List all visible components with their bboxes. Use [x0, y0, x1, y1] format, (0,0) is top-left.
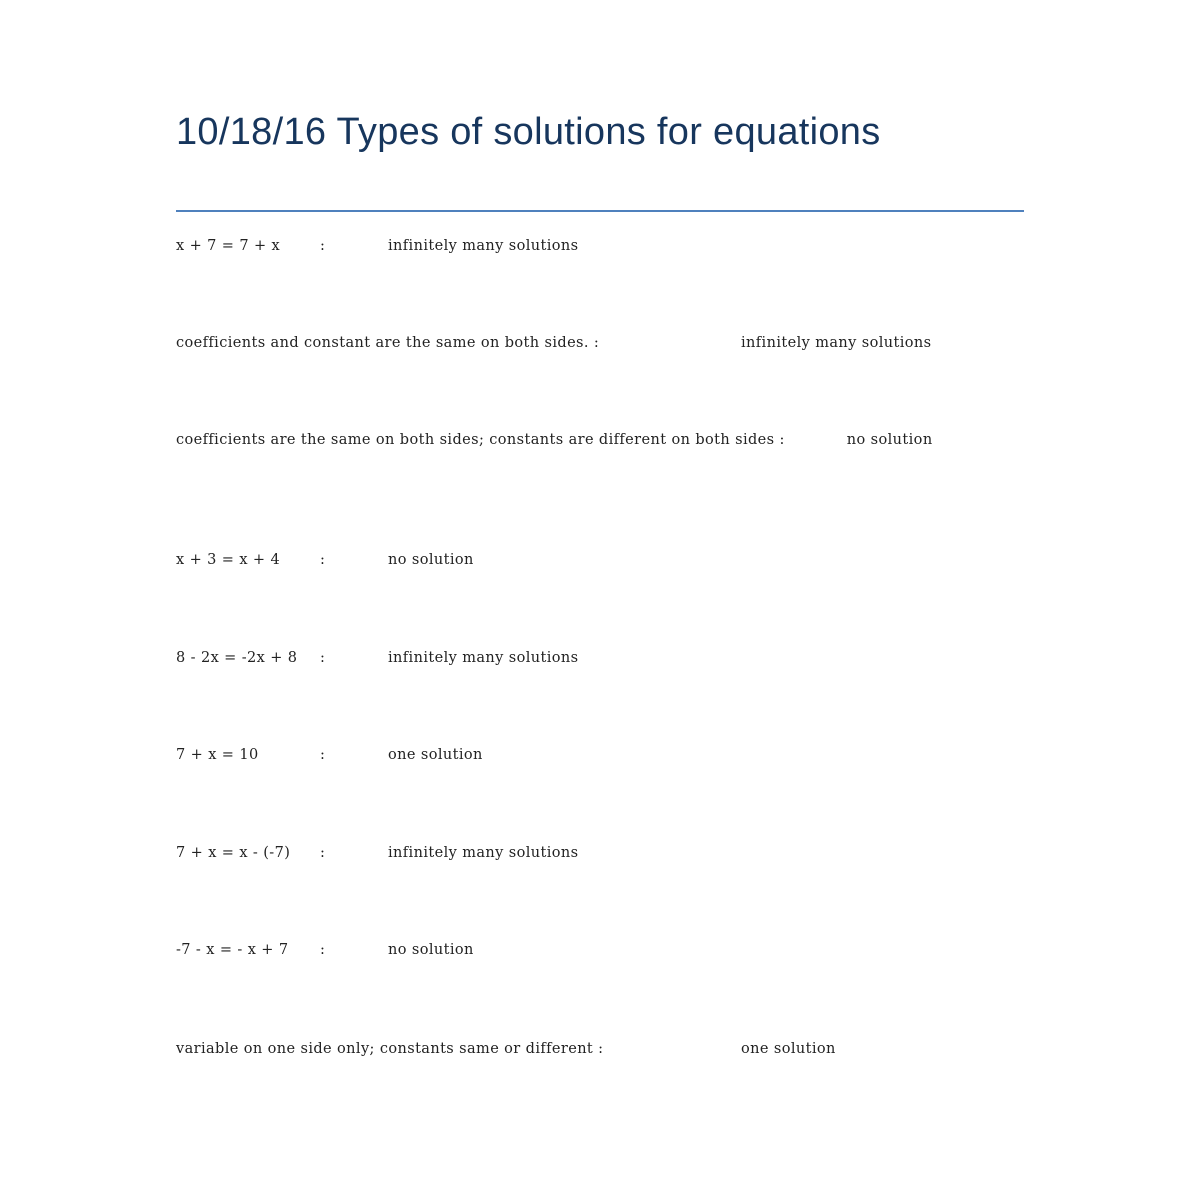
equation: -7 - x = - x + 7: [176, 942, 289, 958]
rule-description: coefficients are the same on both sides; constants are different on both sides :: [176, 432, 785, 448]
rule-description: coefficients and constant are the same on both sides. :: [176, 335, 600, 351]
separator: :: [320, 552, 326, 568]
solution-type: no solution: [846, 432, 933, 448]
title-underline: [176, 210, 1024, 212]
separator: :: [320, 747, 326, 763]
equation: x + 3 = x + 4: [176, 552, 281, 568]
solution-type: infinitely many solutions: [388, 238, 579, 254]
rule-description: variable on one side only; constants same or different :: [176, 1041, 604, 1057]
separator: :: [320, 942, 326, 958]
separator: :: [320, 650, 326, 666]
solution-type: no solution: [388, 942, 474, 958]
solution-type: infinitely many solutions: [388, 845, 579, 861]
solution-type: one solution: [741, 1041, 836, 1057]
equation: 8 - 2x = -2x + 8: [176, 650, 298, 666]
solution-type: one solution: [388, 747, 483, 763]
separator: :: [320, 238, 326, 254]
equation: 7 + x = 10: [176, 747, 259, 763]
solution-type: no solution: [388, 552, 474, 568]
rule-row: [176, 429, 986, 452]
equation: 7 + x = x - (-7): [176, 845, 291, 861]
equation: x + 7 = 7 + x: [176, 238, 281, 254]
separator: :: [320, 845, 326, 861]
page-title: 10/18/16 Types of solutions for equations: [176, 111, 881, 153]
solution-type: infinitely many solutions: [741, 335, 932, 351]
solution-type: infinitely many solutions: [388, 650, 579, 666]
